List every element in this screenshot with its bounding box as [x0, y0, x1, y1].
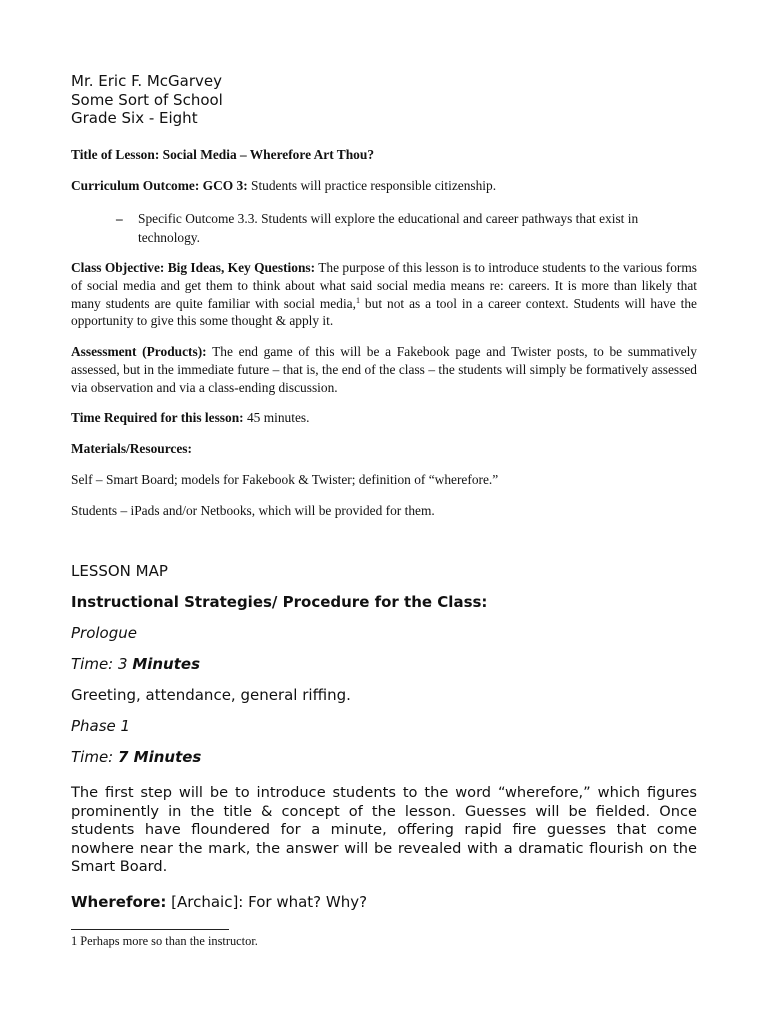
curriculum-outcome [71, 177, 697, 195]
prologue-label: Prologue [71, 624, 137, 642]
curriculum-outcome-label: Curriculum Outcome: GCO 3: [71, 178, 248, 193]
time-required-label: Time Required for this lesson: [71, 410, 244, 425]
materials-label: Materials/Resources: [71, 441, 192, 456]
assessment [71, 343, 697, 396]
prologue-time-prefix: Time: 3 [71, 655, 133, 673]
phase-1-description [71, 784, 697, 877]
assessment-label: Assessment (Products): [71, 344, 207, 359]
materials-self-text: Self – Smart Board; models for Fakebook & Twister; definition of “wherefore.” [71, 472, 499, 487]
lesson-title [71, 146, 697, 164]
wherefore-label: Wherefore: [71, 893, 167, 911]
class-objective [71, 259, 697, 330]
footnote-reference: 1 [355, 295, 360, 305]
prologue-time-unit: Minutes [132, 655, 201, 673]
phase-1-time [71, 748, 697, 766]
bullet-dash: – [116, 211, 123, 226]
prologue-time [71, 655, 697, 673]
curriculum-outcome-text: Students will practice responsible citizenship. [247, 178, 497, 193]
grade-level: Grade Six - Eight [71, 109, 198, 127]
materials-heading [71, 440, 697, 458]
document-header [71, 72, 697, 128]
phase-1-time-prefix: Time: [71, 748, 118, 766]
time-required [71, 409, 697, 427]
footnote-separator [71, 929, 229, 930]
class-objective-text-1: The purpose of this lesson is to introduce students to the various forms of social media and get them to think about what said social media means re: careers. It is more than likely that many students are quite familiar with social media, [71, 260, 697, 311]
wherefore-definition-text: [Archaic]: For what? Why? [166, 893, 368, 911]
instructional-strategies-heading: Instructional Strategies/ Procedure for the Class: [71, 593, 488, 611]
assessment-text: The end game of this will be a Fakebook page and Twister posts, to be summatively assessed, but in the immediate future – that is, the end of the class – the students will simply be formatively assessed via observation and via a class-ending discussion. [71, 344, 697, 395]
specific-outcome-bullet [116, 209, 697, 247]
school-name: Some Sort of School [71, 90, 223, 109]
phase-1-text: The first step will be to introduce students to the word “wherefore,” which figures prominently in the title & concept of the lesson. Guesses will be fielded. Once students have floundered for a minute, offering rapid fire guesses that come nowhere near the mark, the answer will be revealed with a dramatic flourish on the Smart Board. [71, 784, 697, 876]
materials-students [71, 502, 697, 520]
phase-1-label: Phase 1 [71, 717, 131, 735]
class-objective-text-2: but not as a tool in a career context. Students will have the opportunity to give this some thought & apply it. [71, 295, 697, 329]
materials-students-text: Students – iPads and/or Netbooks, which will be provided for them. [71, 503, 435, 518]
teacher-name: Mr. Eric F. McGarvey [71, 72, 223, 90]
footnote: 1 Perhaps more so than the instructor. [71, 934, 258, 948]
prologue-text: Greeting, attendance, general riffing. [71, 686, 351, 704]
lesson-map-heading: LESSON MAP [71, 562, 168, 580]
phase-1-time-value: 7 Minutes [118, 748, 202, 766]
wherefore-definition [71, 893, 697, 911]
specific-outcome-text: Specific Outcome 3.3. Students will explore the educational and career pathways that exist in technology. [138, 211, 639, 245]
materials-self [71, 471, 697, 489]
lesson-title-text: Title of Lesson: Social Media – Wherefore Art Thou? [71, 147, 375, 162]
time-required-text: 45 minutes. [243, 410, 310, 425]
class-objective-label: Class Objective: Big Ideas, Key Questions: [71, 260, 316, 275]
